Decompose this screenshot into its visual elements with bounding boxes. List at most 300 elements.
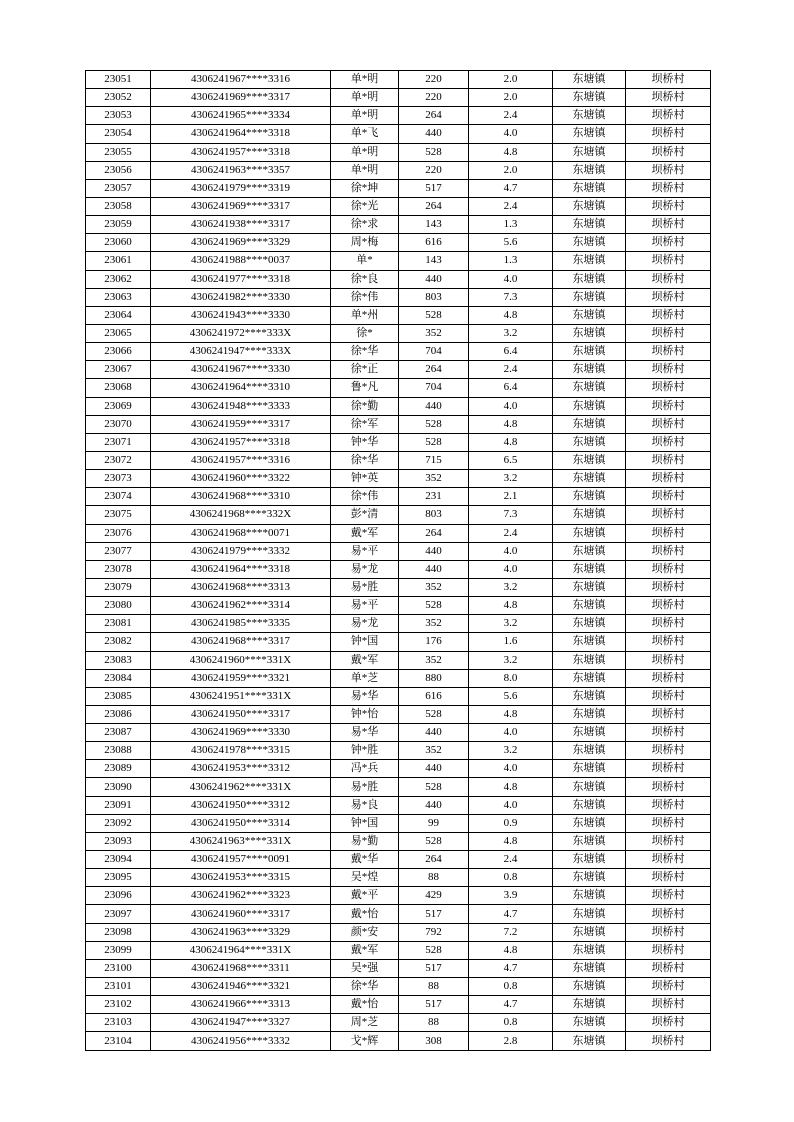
- table-row: [86, 887, 711, 905]
- name-cell: 徐*: [331, 324, 399, 342]
- name-cell: 冯*兵: [331, 760, 399, 778]
- id-number-cell: 4306241960****3317: [151, 905, 331, 923]
- name-cell: 戴*军: [331, 524, 399, 542]
- amount-cell: 528: [399, 832, 469, 850]
- id-number-cell: 4306241959****3317: [151, 415, 331, 433]
- subsidy-table: [85, 70, 711, 1051]
- amount-cell: 440: [399, 270, 469, 288]
- amount-cell: 704: [399, 343, 469, 361]
- id-number-cell: 4306241953****3315: [151, 869, 331, 887]
- id-number-cell: 4306241968****3310: [151, 488, 331, 506]
- name-cell: 徐*良: [331, 270, 399, 288]
- amount-cell: 352: [399, 615, 469, 633]
- id-number-cell: 4306241968****3313: [151, 578, 331, 596]
- name-cell: 徐*伟: [331, 488, 399, 506]
- amount-cell: 220: [399, 161, 469, 179]
- area-cell: 0.8: [469, 869, 553, 887]
- id-number-cell: 4306241969****3330: [151, 724, 331, 742]
- table-row: [86, 597, 711, 615]
- id-number-cell: 4306241962****331X: [151, 778, 331, 796]
- serial-cell: 23087: [86, 724, 151, 742]
- serial-cell: 23076: [86, 524, 151, 542]
- area-cell: 6.5: [469, 451, 553, 469]
- serial-cell: 23067: [86, 361, 151, 379]
- serial-cell: 23059: [86, 216, 151, 234]
- town-cell: 东塘镇: [553, 415, 626, 433]
- amount-cell: 528: [399, 705, 469, 723]
- id-number-cell: 4306241956****3332: [151, 1032, 331, 1051]
- name-cell: 单*州: [331, 306, 399, 324]
- village-cell: 坝桥村: [626, 542, 711, 560]
- town-cell: 东塘镇: [553, 343, 626, 361]
- village-cell: 坝桥村: [626, 306, 711, 324]
- table-row: [86, 451, 711, 469]
- serial-cell: 23090: [86, 778, 151, 796]
- village-cell: 坝桥村: [626, 1014, 711, 1032]
- area-cell: 1.3: [469, 216, 553, 234]
- area-cell: 2.0: [469, 161, 553, 179]
- serial-cell: 23056: [86, 161, 151, 179]
- serial-cell: 23053: [86, 107, 151, 125]
- amount-cell: 528: [399, 941, 469, 959]
- serial-cell: 23098: [86, 923, 151, 941]
- table-row: [86, 1032, 711, 1051]
- name-cell: 徐*求: [331, 216, 399, 234]
- table-row: [86, 234, 711, 252]
- table-row: [86, 71, 711, 89]
- amount-cell: 143: [399, 252, 469, 270]
- table-row: [86, 288, 711, 306]
- amount-cell: 264: [399, 107, 469, 125]
- serial-cell: 23062: [86, 270, 151, 288]
- table-row: [86, 161, 711, 179]
- area-cell: 2.1: [469, 488, 553, 506]
- amount-cell: 440: [399, 724, 469, 742]
- area-cell: 4.8: [469, 778, 553, 796]
- serial-cell: 23070: [86, 415, 151, 433]
- name-cell: 戴*怡: [331, 996, 399, 1014]
- area-cell: 4.0: [469, 270, 553, 288]
- table-row: [86, 778, 711, 796]
- table-row: [86, 506, 711, 524]
- village-cell: 坝桥村: [626, 343, 711, 361]
- table-row: [86, 651, 711, 669]
- serial-cell: 23104: [86, 1032, 151, 1051]
- amount-cell: 616: [399, 687, 469, 705]
- serial-cell: 23083: [86, 651, 151, 669]
- id-number-cell: 4306241988****0037: [151, 252, 331, 270]
- village-cell: 坝桥村: [626, 615, 711, 633]
- village-cell: 坝桥村: [626, 923, 711, 941]
- town-cell: 东塘镇: [553, 887, 626, 905]
- amount-cell: 528: [399, 433, 469, 451]
- id-number-cell: 4306241957****3318: [151, 433, 331, 451]
- table-row: [86, 470, 711, 488]
- table-body: [86, 71, 711, 1051]
- serial-cell: 23077: [86, 542, 151, 560]
- table-row: [86, 379, 711, 397]
- name-cell: 徐*华: [331, 451, 399, 469]
- village-cell: 坝桥村: [626, 107, 711, 125]
- amount-cell: 440: [399, 542, 469, 560]
- name-cell: 徐*军: [331, 415, 399, 433]
- village-cell: 坝桥村: [626, 796, 711, 814]
- name-cell: 戴*怡: [331, 905, 399, 923]
- id-number-cell: 4306241965****3334: [151, 107, 331, 125]
- amount-cell: 803: [399, 288, 469, 306]
- area-cell: 5.6: [469, 234, 553, 252]
- name-cell: 吴*强: [331, 959, 399, 977]
- serial-cell: 23101: [86, 978, 151, 996]
- name-cell: 易*平: [331, 542, 399, 560]
- town-cell: 东塘镇: [553, 869, 626, 887]
- id-number-cell: 4306241964****331X: [151, 941, 331, 959]
- id-number-cell: 4306241948****3333: [151, 397, 331, 415]
- area-cell: 2.4: [469, 524, 553, 542]
- town-cell: 东塘镇: [553, 597, 626, 615]
- id-number-cell: 4306241966****3313: [151, 996, 331, 1014]
- name-cell: 徐*勤: [331, 397, 399, 415]
- serial-cell: 23052: [86, 89, 151, 107]
- id-number-cell: 4306241978****3315: [151, 742, 331, 760]
- id-number-cell: 4306241985****3335: [151, 615, 331, 633]
- town-cell: 东塘镇: [553, 179, 626, 197]
- serial-cell: 23058: [86, 197, 151, 215]
- serial-cell: 23069: [86, 397, 151, 415]
- village-cell: 坝桥村: [626, 324, 711, 342]
- area-cell: 4.8: [469, 306, 553, 324]
- town-cell: 东塘镇: [553, 288, 626, 306]
- village-cell: 坝桥村: [626, 161, 711, 179]
- area-cell: 2.4: [469, 361, 553, 379]
- name-cell: 戴*军: [331, 651, 399, 669]
- town-cell: 东塘镇: [553, 270, 626, 288]
- id-number-cell: 4306241967****3316: [151, 71, 331, 89]
- area-cell: 4.7: [469, 179, 553, 197]
- town-cell: 东塘镇: [553, 107, 626, 125]
- amount-cell: 88: [399, 869, 469, 887]
- amount-cell: 528: [399, 597, 469, 615]
- village-cell: 坝桥村: [626, 651, 711, 669]
- village-cell: 坝桥村: [626, 415, 711, 433]
- area-cell: 4.7: [469, 959, 553, 977]
- village-cell: 坝桥村: [626, 1032, 711, 1051]
- name-cell: 彭*清: [331, 506, 399, 524]
- name-cell: 戴*平: [331, 887, 399, 905]
- town-cell: 东塘镇: [553, 742, 626, 760]
- town-cell: 东塘镇: [553, 560, 626, 578]
- amount-cell: 528: [399, 415, 469, 433]
- id-number-cell: 4306241943****3330: [151, 306, 331, 324]
- name-cell: 戈*辉: [331, 1032, 399, 1051]
- id-number-cell: 4306241968****3311: [151, 959, 331, 977]
- village-cell: 坝桥村: [626, 687, 711, 705]
- area-cell: 4.8: [469, 433, 553, 451]
- serial-cell: 23081: [86, 615, 151, 633]
- table-row: [86, 197, 711, 215]
- town-cell: 东塘镇: [553, 234, 626, 252]
- amount-cell: 517: [399, 996, 469, 1014]
- serial-cell: 23102: [86, 996, 151, 1014]
- table-row: [86, 179, 711, 197]
- town-cell: 东塘镇: [553, 651, 626, 669]
- name-cell: 单*飞: [331, 125, 399, 143]
- serial-cell: 23061: [86, 252, 151, 270]
- id-number-cell: 4306241950****3312: [151, 796, 331, 814]
- name-cell: 易*胜: [331, 778, 399, 796]
- serial-cell: 23095: [86, 869, 151, 887]
- table-row: [86, 361, 711, 379]
- village-cell: 坝桥村: [626, 832, 711, 850]
- name-cell: 易*平: [331, 597, 399, 615]
- area-cell: 2.4: [469, 851, 553, 869]
- village-cell: 坝桥村: [626, 143, 711, 161]
- serial-cell: 23085: [86, 687, 151, 705]
- name-cell: 易*勤: [331, 832, 399, 850]
- village-cell: 坝桥村: [626, 125, 711, 143]
- amount-cell: 143: [399, 216, 469, 234]
- area-cell: 6.4: [469, 379, 553, 397]
- serial-cell: 23093: [86, 832, 151, 850]
- name-cell: 钟*华: [331, 433, 399, 451]
- town-cell: 东塘镇: [553, 633, 626, 651]
- town-cell: 东塘镇: [553, 978, 626, 996]
- serial-cell: 23066: [86, 343, 151, 361]
- village-cell: 坝桥村: [626, 433, 711, 451]
- village-cell: 坝桥村: [626, 252, 711, 270]
- amount-cell: 88: [399, 1014, 469, 1032]
- table-row: [86, 996, 711, 1014]
- table-row: [86, 89, 711, 107]
- area-cell: 8.0: [469, 669, 553, 687]
- name-cell: 单*: [331, 252, 399, 270]
- serial-cell: 23055: [86, 143, 151, 161]
- town-cell: 东塘镇: [553, 959, 626, 977]
- name-cell: 鲁*凡: [331, 379, 399, 397]
- table-row: [86, 615, 711, 633]
- table-row: [86, 270, 711, 288]
- amount-cell: 880: [399, 669, 469, 687]
- town-cell: 东塘镇: [553, 306, 626, 324]
- area-cell: 7.3: [469, 288, 553, 306]
- serial-cell: 23073: [86, 470, 151, 488]
- table-row: [86, 796, 711, 814]
- id-number-cell: 4306241947****333X: [151, 343, 331, 361]
- area-cell: 4.8: [469, 597, 553, 615]
- town-cell: 东塘镇: [553, 324, 626, 342]
- amount-cell: 528: [399, 143, 469, 161]
- serial-cell: 23082: [86, 633, 151, 651]
- village-cell: 坝桥村: [626, 669, 711, 687]
- area-cell: 4.0: [469, 397, 553, 415]
- table-row: [86, 107, 711, 125]
- table-row: [86, 1014, 711, 1032]
- id-number-cell: 4306241979****3319: [151, 179, 331, 197]
- amount-cell: 803: [399, 506, 469, 524]
- table-row: [86, 433, 711, 451]
- village-cell: 坝桥村: [626, 760, 711, 778]
- amount-cell: 352: [399, 742, 469, 760]
- town-cell: 东塘镇: [553, 1032, 626, 1051]
- name-cell: 易*华: [331, 724, 399, 742]
- town-cell: 东塘镇: [553, 832, 626, 850]
- area-cell: 3.2: [469, 470, 553, 488]
- table-row: [86, 488, 711, 506]
- table-row: [86, 542, 711, 560]
- village-cell: 坝桥村: [626, 71, 711, 89]
- area-cell: 3.2: [469, 651, 553, 669]
- serial-cell: 23088: [86, 742, 151, 760]
- town-cell: 东塘镇: [553, 252, 626, 270]
- name-cell: 易*胜: [331, 578, 399, 596]
- area-cell: 7.2: [469, 923, 553, 941]
- area-cell: 3.2: [469, 742, 553, 760]
- amount-cell: 792: [399, 923, 469, 941]
- name-cell: 徐*华: [331, 343, 399, 361]
- village-cell: 坝桥村: [626, 470, 711, 488]
- town-cell: 东塘镇: [553, 216, 626, 234]
- area-cell: 1.3: [469, 252, 553, 270]
- name-cell: 徐*光: [331, 197, 399, 215]
- village-cell: 坝桥村: [626, 887, 711, 905]
- serial-cell: 23080: [86, 597, 151, 615]
- town-cell: 东塘镇: [553, 379, 626, 397]
- table-row: [86, 633, 711, 651]
- name-cell: 单*明: [331, 71, 399, 89]
- serial-cell: 23097: [86, 905, 151, 923]
- amount-cell: 616: [399, 234, 469, 252]
- town-cell: 东塘镇: [553, 941, 626, 959]
- amount-cell: 231: [399, 488, 469, 506]
- area-cell: 4.0: [469, 125, 553, 143]
- village-cell: 坝桥村: [626, 724, 711, 742]
- town-cell: 东塘镇: [553, 506, 626, 524]
- area-cell: 3.2: [469, 615, 553, 633]
- area-cell: 4.8: [469, 415, 553, 433]
- village-cell: 坝桥村: [626, 524, 711, 542]
- serial-cell: 23064: [86, 306, 151, 324]
- amount-cell: 352: [399, 470, 469, 488]
- serial-cell: 23100: [86, 959, 151, 977]
- id-number-cell: 4306241960****3322: [151, 470, 331, 488]
- amount-cell: 352: [399, 324, 469, 342]
- id-number-cell: 4306241957****3316: [151, 451, 331, 469]
- village-cell: 坝桥村: [626, 742, 711, 760]
- table-row: [86, 560, 711, 578]
- village-cell: 坝桥村: [626, 869, 711, 887]
- town-cell: 东塘镇: [553, 542, 626, 560]
- serial-cell: 23072: [86, 451, 151, 469]
- id-number-cell: 4306241972****333X: [151, 324, 331, 342]
- table-row: [86, 705, 711, 723]
- area-cell: 2.4: [469, 197, 553, 215]
- amount-cell: 528: [399, 306, 469, 324]
- id-number-cell: 4306241951****331X: [151, 687, 331, 705]
- table-row: [86, 324, 711, 342]
- amount-cell: 440: [399, 560, 469, 578]
- serial-cell: 23091: [86, 796, 151, 814]
- area-cell: 0.8: [469, 978, 553, 996]
- town-cell: 东塘镇: [553, 71, 626, 89]
- village-cell: 坝桥村: [626, 506, 711, 524]
- village-cell: 坝桥村: [626, 288, 711, 306]
- town-cell: 东塘镇: [553, 578, 626, 596]
- table-row: [86, 143, 711, 161]
- table-row: [86, 578, 711, 596]
- amount-cell: 308: [399, 1032, 469, 1051]
- serial-cell: 23079: [86, 578, 151, 596]
- table-row: [86, 687, 711, 705]
- town-cell: 东塘镇: [553, 451, 626, 469]
- area-cell: 4.8: [469, 143, 553, 161]
- name-cell: 颜*安: [331, 923, 399, 941]
- table-row: [86, 959, 711, 977]
- town-cell: 东塘镇: [553, 125, 626, 143]
- village-cell: 坝桥村: [626, 814, 711, 832]
- id-number-cell: 4306241963****331X: [151, 832, 331, 850]
- amount-cell: 528: [399, 778, 469, 796]
- amount-cell: 429: [399, 887, 469, 905]
- village-cell: 坝桥村: [626, 234, 711, 252]
- serial-cell: 23078: [86, 560, 151, 578]
- area-cell: 0.9: [469, 814, 553, 832]
- name-cell: 单*明: [331, 143, 399, 161]
- amount-cell: 264: [399, 361, 469, 379]
- amount-cell: 220: [399, 71, 469, 89]
- table-row: [86, 216, 711, 234]
- name-cell: 钟*国: [331, 814, 399, 832]
- amount-cell: 517: [399, 179, 469, 197]
- area-cell: 2.4: [469, 107, 553, 125]
- table-row: [86, 923, 711, 941]
- amount-cell: 264: [399, 197, 469, 215]
- id-number-cell: 4306241938****3317: [151, 216, 331, 234]
- village-cell: 坝桥村: [626, 941, 711, 959]
- area-cell: 4.8: [469, 705, 553, 723]
- id-number-cell: 4306241964****3310: [151, 379, 331, 397]
- town-cell: 东塘镇: [553, 851, 626, 869]
- area-cell: 4.7: [469, 996, 553, 1014]
- id-number-cell: 4306241957****3318: [151, 143, 331, 161]
- id-number-cell: 4306241968****3317: [151, 633, 331, 651]
- town-cell: 东塘镇: [553, 524, 626, 542]
- name-cell: 戴*军: [331, 941, 399, 959]
- amount-cell: 440: [399, 397, 469, 415]
- town-cell: 东塘镇: [553, 488, 626, 506]
- town-cell: 东塘镇: [553, 814, 626, 832]
- table-row: [86, 306, 711, 324]
- id-number-cell: 4306241963****3357: [151, 161, 331, 179]
- town-cell: 东塘镇: [553, 197, 626, 215]
- serial-cell: 23094: [86, 851, 151, 869]
- town-cell: 东塘镇: [553, 161, 626, 179]
- id-number-cell: 4306241967****3330: [151, 361, 331, 379]
- area-cell: 4.0: [469, 796, 553, 814]
- amount-cell: 264: [399, 851, 469, 869]
- serial-cell: 23096: [86, 887, 151, 905]
- serial-cell: 23065: [86, 324, 151, 342]
- name-cell: 徐*华: [331, 978, 399, 996]
- amount-cell: 704: [399, 379, 469, 397]
- table-row: [86, 343, 711, 361]
- serial-cell: 23051: [86, 71, 151, 89]
- amount-cell: 264: [399, 524, 469, 542]
- town-cell: 东塘镇: [553, 1014, 626, 1032]
- area-cell: 3.2: [469, 324, 553, 342]
- amount-cell: 352: [399, 578, 469, 596]
- name-cell: 易*良: [331, 796, 399, 814]
- area-cell: 4.0: [469, 724, 553, 742]
